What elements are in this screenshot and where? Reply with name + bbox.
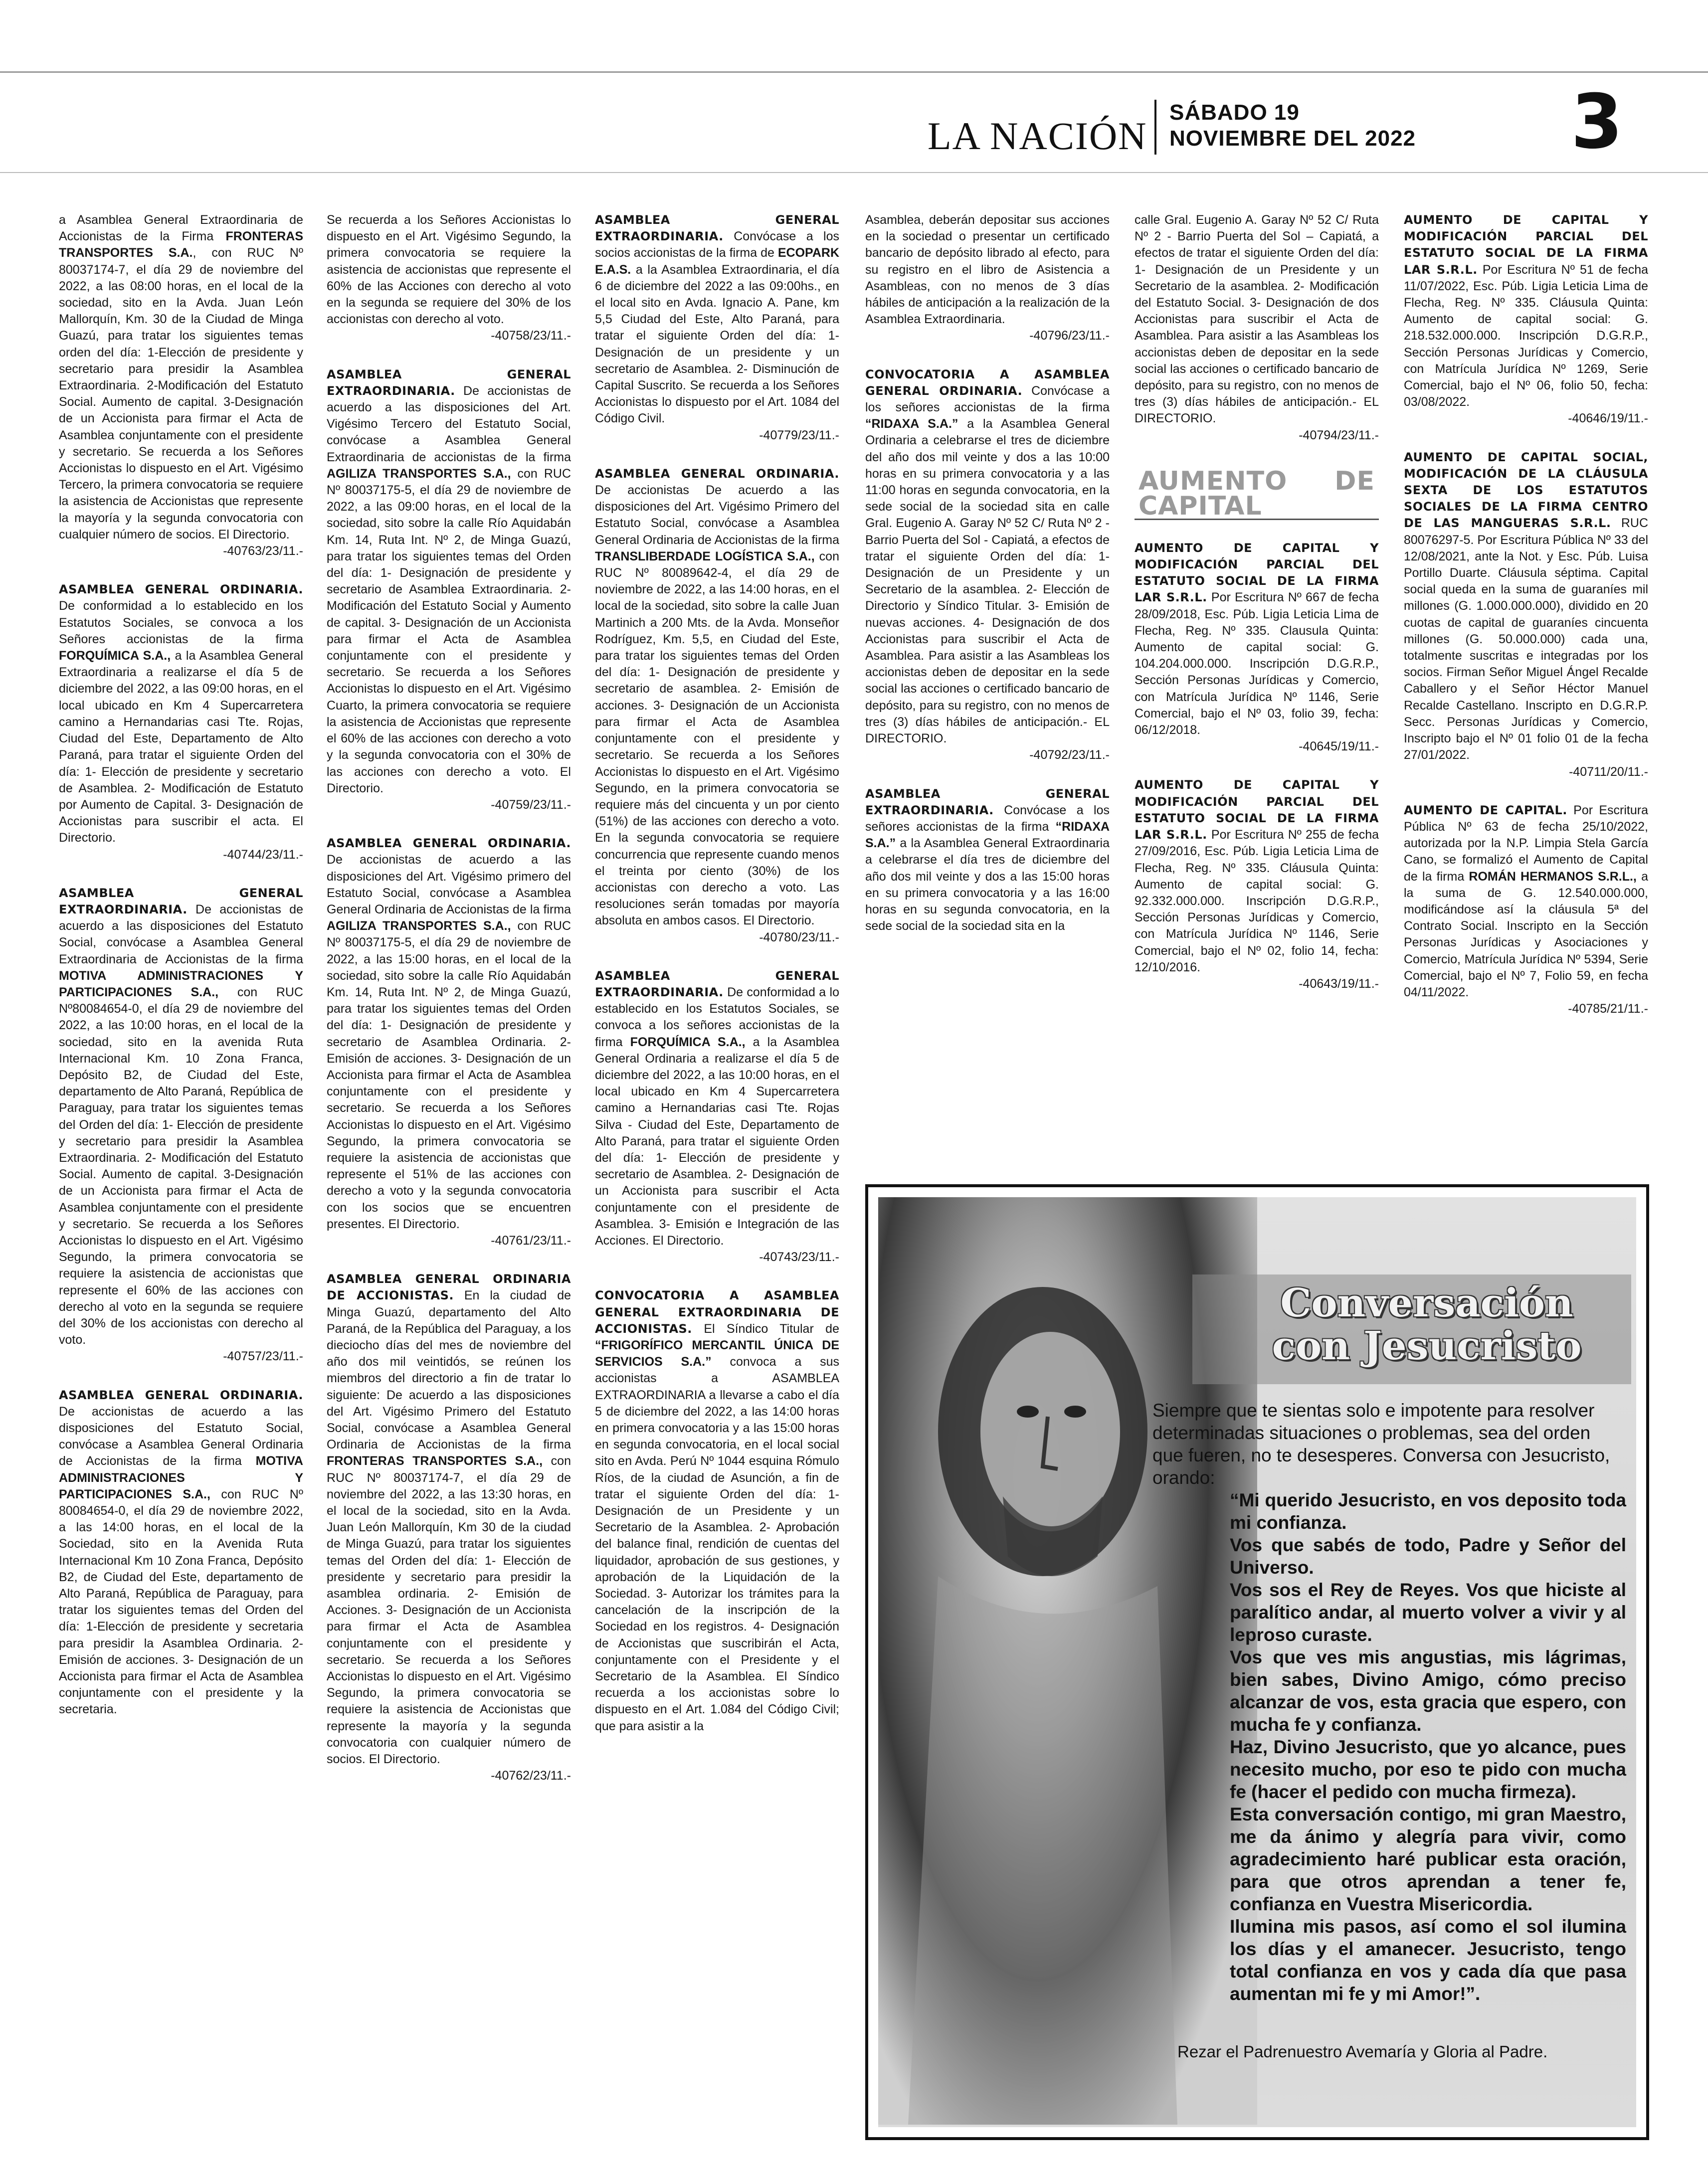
notice-text xyxy=(595,466,839,929)
notice-body-cont: con RUC Nº80084654-0, el día 29 de noviembre del 2022, a las 10:00 horas, en el local de la sociedad, sito en la avenida Ruta Internacional Km. 10 Zona Franca, Depósito B2, de Ciudad del Este, departamento de Alto Paraná, República de Paraguay, para tratar los siguientes temas del Orden del día: 1- Elección de presidente y secretario para presidir la Asamblea Extraordinaria. 2- Modificación del Estatuto Social. Aumento de capital. 3-Designación de un Accionista para firmar el Acta de Asamblea conjuntamente con el presidente y secretario. Se recuerda a los Señores Accionistas lo dispuesto en el Art. Vigésimo Segundo, la primera convocatoria se requiere la asistencia de accionistas que represente el 60% de las acciones con derecho al voto en la segunda se requiere del 30% de los accionistas con derecho al voto. xyxy=(59,985,303,1347)
prayer-paragraph: Vos que sabés de todo, Padre y Señor del Universo. xyxy=(1230,1535,1626,1578)
notice-heading: ASAMBLEA GENERAL EXTRAORDINARIA. xyxy=(327,367,571,398)
date-line-2: NOVIEMBRE DEL 2022 xyxy=(1169,126,1416,151)
ad-background xyxy=(878,1197,1636,2127)
legal-notice xyxy=(59,212,303,559)
notice-reference-code: -40794/23/11.- xyxy=(1299,428,1379,442)
notice-text xyxy=(1135,540,1379,738)
notice-heading: ASAMBLEA GENERAL ORDINARIA. xyxy=(59,1388,303,1402)
notice-text xyxy=(865,786,1110,935)
legal-notice xyxy=(1404,802,1648,1018)
legal-notice xyxy=(1404,212,1648,427)
notice-body-cont: a la Asamblea General Extraordinaria a realizarse el día 5 de diciembre del 2022, a las 09:00 horas, en el local ubicado en Km 4 Supercarretera camino a Hernandarias casi Tte. Rojas, Ciudad del Este, Departamento de Alto Paraná, para tratar el siguiente Orden del día: 1- Elección de presidente y secretario de Asamblea. 2- Modificación de Estatuto por Aumento de Capital. 3- Designación de Accionistas para suscribir el acta. El Directorio. xyxy=(59,649,303,845)
notice-text xyxy=(1404,449,1648,764)
prayer-paragraph: Esta conversación contigo, mi gran Maestro, me da ánimo y alegría para vivir, como agradecimiento haré publicar esta oración, para que otros aprendan a tener fe, confianza en Vuestra Misericordia. xyxy=(1230,1804,1626,1914)
notice-body-cont: con RUC Nº 80089642-4, el día 29 de noviembre de 2022, a las 14:00 horas, en el local de la sociedad, sito sobre la calle Juan Martinich a 200 Mts. de la Avda. Monseñor Rodríguez, Km. 5,5, en Ciudad del Este, para tratar los siguientes temas del Orden del día: 1- Designación de presidente y secretario de asamblea. 2- Emisión de acciones. 3- Designación de un Accionista para firmar el Acta de Asamblea conjuntamente con el presidente y secretario. Se recuerda a los Señores Accionistas lo dispuesto en el Art. Vigésimo Segundo, en la primera convocatoria se requiere más del cincuenta y un por ciento (51%) de las acciones con derecho a voto. En la segunda convocatoria se requiere concurrencia que represente cuando menos el treinta por ciento (30%) de los accionistas con derecho a voto. Las resoluciones serán tomadas por mayoría absoluta en ambos casos. El Directorio. xyxy=(595,549,839,928)
notice-heading: AUMENTO DE CAPITAL Y MODIFICACIÓN PARCIAL DEL ESTATUTO SOCIAL DE LA FIRMA LAR S.R.L. xyxy=(1135,778,1379,842)
notice-body: De conformidad a lo establecido en los Estatutos Sociales, se convoca a los señores accionistas de la firma xyxy=(595,985,839,1049)
notice-firm: “FRIGORÍFICO MERCANTIL ÚNICA DE SERVICIOS S.A.” xyxy=(595,1338,839,1369)
notice-firm: FRONTERAS TRANSPORTES S.A., xyxy=(327,1454,543,1468)
notice-text xyxy=(865,212,1110,328)
notice-firm: FORQUÍMICA S.A., xyxy=(59,649,171,663)
legal-notice xyxy=(1404,449,1648,780)
notice-body: En la ciudad de Minga Guazú, departamento del Alto Paraná, de la República del Paraguay, a los dieciocho días del mes de noviembre del año dos mil veintidós, se reúnen los miembros del directorio a fin de tratar lo siguiente: De acuerdo a las disposiciones del Art. Vigésimo Primero del Estatuto Social, convócase a Asamblea General Ordinaria de Accionistas de la firma xyxy=(327,1288,571,1452)
column-5 xyxy=(1135,212,1379,1014)
ad-body xyxy=(1152,1399,1626,2005)
notice-firm: AGILIZA TRANSPORTES S.A., xyxy=(327,466,511,481)
notice-body-cont: a la suma de G. 12.540.000.000, modificándose así la cláusula 5ª del Contrato Social. Inscripto en la Sección Personas Jurídicas y Asociaciones y Comercio, Matrícula Jurídica Nº 5394, Serie Comercial, bajo el Nº 7, Folio 59, en fecha 04/11/2022. xyxy=(1404,869,1648,999)
notice-text xyxy=(327,1271,571,1768)
notice-body: a Asamblea General Extraordinaria de Accionistas de la Firma xyxy=(59,213,303,244)
notice-body: Asamblea, deberán depositar sus acciones en la sociedad o presentar un certificado bancario de depósito librado al efecto, para su registro en el libro de Asistencia a Asambleas, con no menos de 3 días hábiles de anticipación a la realización de la Asamblea Extraordinaria. xyxy=(865,213,1110,327)
notice-reference-code: -40780/23/11.- xyxy=(759,930,839,944)
legal-notice xyxy=(327,366,571,813)
notice-heading: ASAMBLEA GENERAL EXTRAORDINARIA. xyxy=(595,213,839,244)
notice-heading: CONVOCATORIA A ASAMBLEA GENERAL EXTRAORDINARIA DE ACCIONISTAS. xyxy=(595,1288,839,1336)
notice-body: De accionistas De acuerdo a las disposiciones del Art. Vigésimo Primero del Estatuto Social, convócase a Asamblea General Ordinaria de Accionistas de la firma xyxy=(595,483,839,547)
notice-text xyxy=(1404,212,1648,410)
notice-reference-code: -40759/23/11.- xyxy=(491,797,571,812)
masthead-rule xyxy=(0,172,1708,173)
notice-reference-code: -40643/19/11.- xyxy=(1299,976,1379,991)
notice-body-cont: a la Asamblea General Extraordinaria a celebrarse el día tres de diciembre del año dos mil veinte y dos a las 15:00 horas en su primera convocatoria y a las 16:00 horas en su segunda convocatoria, en la sede social de la sociedad sita en la xyxy=(865,836,1110,933)
notice-body: De accionistas de acuerdo a las disposiciones del Art. Vigésimo Tercero del Estatuto Social, convócase a Asamblea General Extraordinaria de accionistas de la firma xyxy=(327,383,571,464)
notice-heading: ASAMBLEA GENERAL EXTRAORDINARIA. xyxy=(595,968,839,999)
notice-body: De accionistas de acuerdo a las disposiciones del Estatuto Social, convócase a Asamblea General Extraordinaria de Accionistas de la firma xyxy=(59,902,303,966)
notice-text xyxy=(595,968,839,1249)
notice-body-cont: convoca a sus accionistas a ASAMBLEA EXTRAORDINARIA a llevarse a cabo el día 5 de diciembre del 2022, a las 14:00 horas en primera convocatoria y a las 15:00 horas en segunda convocatoria, en el local social sito en Avda. Perú Nº 1044 esquina Rómulo Ríos, de la ciudad de Asunción, a fin de tratar el siguiente Orden del día: 1- Designación de un Presidente y un Secretario de la Asamblea. 2- Aprobación del balance final, rendición de cuentas del liquidador, aprobación de sus gestiones, y aprobación de la Liquidación de la Sociedad. 3- Autorizar los trámites para la cancelación de la inscripción de la Sociedad en los registros. 4- Designación de Accionistas que suscribirán el Acta, conjuntamente con el Presidente y el Secretario de la Asamblea. El Síndico recuerda a los accionistas sobre lo dispuesto en el Art. 1.084 del Código Civil; que para asistir a la xyxy=(595,1355,840,1733)
notice-body: RUC 80076297-5. Por Escritura Pública Nº 33 del 12/08/2021, ante la Not. y Esc. Púb. Luisa Portillo Duarte. Cláusula séptima. Capital social queda en la suma de guaraníes mil millones (G. 1.000.000.000), dividido en 20 cuotas de capital de guaraníes cincuenta millones (G. 50.000.000) cada una, totalmente suscritas e integradas por los socios. Firman Señor Miguel Ángel Recalde Caballero y el Señor Héctor Manuel Recalde Castellano. Inscripto en D.G.R.P. Secc. Personas Jurídicas y Comercio, Inscripto bajo el Nº 01 folio 01 de la fecha 27/01/2022. xyxy=(1404,516,1649,762)
notice-heading: AUMENTO DE CAPITAL. xyxy=(1404,803,1567,817)
top-rule xyxy=(0,71,1708,73)
notice-reference-code: -40796/23/11.- xyxy=(1029,329,1110,343)
newspaper-logo: LA NACIÓN xyxy=(928,114,1147,158)
notice-reference-code: -40711/20/11.- xyxy=(1569,764,1648,779)
notice-body-cont: con RUC Nº 80037175-5, el día 29 de noviembre de 2022, a las 09:00 horas, en el local de la sociedad, sito sobre la calle Río Aquidabán Km. 14, Ruta Int. Nº 2, de Minga Guazú, para tratar los siguientes temas del Orden del día: 1- Designación de presidente y secretario de Asamblea Extraordinaria. 2- Modificación del Estatuto Social y Aumento de capital. 3- Designación de un Accionista para firmar el Acta de Asamblea conjuntamente con el presidente y secretario. Se recuerda a los Señores Accionistas lo dispuesto en el Art. Vigésimo Cuarto, la primera convocatoria se requiere la asistencia de Accionistas que represente el 60% de las acciones con derecho a voto y la segunda convocatoria con el 30% de las acciones con derecho a voto. El Directorio. xyxy=(327,466,571,795)
legal-notice xyxy=(59,581,303,863)
notice-text xyxy=(327,835,571,1233)
legal-notice xyxy=(1135,212,1379,444)
notice-body: De accionistas de acuerdo a las disposiciones del Art. Vigésimo primero del Estatuto Social, convócase a Asamblea General Ordinaria de Accionistas de la firma xyxy=(327,853,571,916)
notice-heading: AUMENTO DE CAPITAL Y MODIFICACIÓN PARCIAL DEL ESTATUTO SOCIAL DE LA FIRMA LAR S.R.L. xyxy=(1404,213,1648,277)
notice-heading: ASAMBLEA GENERAL EXTRAORDINARIA. xyxy=(59,886,303,916)
notice-heading: ASAMBLEA GENERAL EXTRAORDINARIA. xyxy=(865,786,1110,817)
prayer-paragraph: Vos que ves mis angustias, mis lágrimas, bien sabes, Divino Amigo, cómo preciso alcanzar de vos, esta gracia que espero, con mucha fe y confianza. xyxy=(1230,1647,1626,1735)
notice-text xyxy=(327,212,571,328)
notice-body: De accionistas de acuerdo a las disposiciones del Estatuto Social, convócase a Asamblea General Ordinaria de Accionistas de la firma xyxy=(59,1404,303,1468)
prayer-paragraph: Ilumina mis pasos, así como el sol ilumina los días y el amanecer. Jesucristo, tengo total confianza en vos y cada día que pasa aumentan mi fe y mi Amor!”. xyxy=(1230,1916,1626,2004)
notice-body-cont: a la Asamblea Extraordinaria, el día 6 de diciembre del 2022 a las 09:00hs., en el local sito en Avda. Ignacio A. Pane, km 5,5 Ciudad del Este, Alto Paraná, para tratar el siguiente Orden del día: 1- Designación de un presidente y un secretario de Asamblea. 2- Disminución de Capital Suscrito. Se recuerda a los Señores Accionistas lo dispuesto por el Art. 1084 del Código Civil. xyxy=(595,262,839,426)
legal-notice xyxy=(865,786,1110,935)
notice-reference-code: -40757/23/11.- xyxy=(223,1349,303,1364)
column-4 xyxy=(865,212,1110,956)
notice-body: Se recuerda a los Señores Accionistas lo dispuesto en el Art. Vigésimo Segundo, la primera convocatoria se requiere la asistencia de accionistas que represente el 60% de las Acciones con derecho al voto en la segunda se requiere del 30% de los accionistas con derecho al voto. xyxy=(327,213,571,327)
legal-notice xyxy=(59,885,303,1365)
notice-text xyxy=(865,366,1110,747)
notice-body: Convócase a los señores accionistas de la firma xyxy=(865,383,1110,415)
notice-heading: AUMENTO DE CAPITAL SOCIAL, MODIFICACIÓN DE LA CLÁUSULA SEXTA DE LOS ESTATUTOS SOCIALES DE LA FIRMA CENTRO DE LAS MANGUERAS S.R.L. xyxy=(1404,450,1648,531)
notice-text xyxy=(1135,212,1379,427)
notice-heading: ASAMBLEA GENERAL ORDINARIA. xyxy=(59,582,303,597)
notice-text xyxy=(59,1387,303,1718)
notice-reference-code: -40758/23/11.- xyxy=(491,329,571,343)
legal-notice xyxy=(1135,540,1379,755)
ad-prayer xyxy=(1230,1489,1626,2005)
notice-text xyxy=(595,1287,839,1734)
notice-body-cont: con RUC Nº 80084654-0, el día 29 de noviembre 2022, a las 14:00 horas, en el local de la Sociedad, sito en la Avenida Ruta Internacional Km 10 Zona Franca, Depósito B2, de Ciudad del Este, departamento de Alto Paraná, República de Paraguay, para tratar los siguientes temas del Orden del día: 1-Elección de presidente y secretaria para presidir la Asamblea Ordinaria. 2- Emisión de acciones. 3- Designación de un Accionista para firmar el Acta de Asamblea conjuntamente con el presidente y la secretaria. xyxy=(59,1487,303,1717)
legal-notice xyxy=(1135,777,1379,992)
notice-reference-code: -40779/23/11.- xyxy=(759,428,839,442)
notice-text xyxy=(59,581,303,846)
page-number: 3 xyxy=(1571,79,1623,166)
masthead-separator xyxy=(1154,100,1156,155)
date-line-1: SÁBADO 19 xyxy=(1169,100,1300,125)
notice-reference-code: -40744/23/11.- xyxy=(223,847,303,862)
legal-notice xyxy=(327,1271,571,1784)
notice-body: Por Escritura Nº 51 de fecha 11/07/2022, Esc. Púb. Ligia Leticia Lima de Flecha, Reg. Nº 335. Cláusula Quinta: Aumento de capital social: G. 218.532.000.000. Inscripción D.G.R.P., Sección Personas Jurídicas y Comercio, con Matrícula Jurídica Nº 1269, Serie Comercial, bajo el Nº 06, folio 50, fecha: 03/08/2022. xyxy=(1404,262,1649,409)
notice-heading: CONVOCATORIA A ASAMBLEA GENERAL ORDINARIA. xyxy=(865,367,1110,398)
notice-reference-code: -40792/23/11.- xyxy=(1029,748,1110,762)
notice-reference-code: -40645/19/11.- xyxy=(1299,739,1379,754)
prayer-advertisement xyxy=(865,1184,1649,2140)
legal-notice xyxy=(327,835,571,1249)
notice-body-cont: a la Asamblea General Ordinaria a celebrarse el tres de diciembre del año dos mil veinte y dos a las 10:00 horas en su primera convocatoria y a las 11:00 horas en segunda convocatoria, en la sede social de la sociedad sita en calle Gral. Eugenio A. Garay Nº 52 C/ Ruta Nº 2 - Barrio Puerta del Sol - Capiatá, a efectos de tratar el siguiente Orden del día: 1- Designación de un Presidente y un Secretario de la asamblea. 2- Elección de Directorio y Síndico Titular. 3- Emisión de nuevas acciones. 4- Designación de dos Accionistas para suscribir el Acta de Asamblea. Para asistir a las Asambleas los accionistas deben de depositar en la sede social las acciones o certificado bancario de depósito, para su registro, con no menos de tres (3) días hábiles de anticipación.- EL DIRECTORIO. xyxy=(865,417,1110,746)
notice-heading: ASAMBLEA GENERAL ORDINARIA. xyxy=(595,466,839,481)
legal-notice xyxy=(595,466,839,946)
notice-heading: ASAMBLEA GENERAL ORDINARIA. xyxy=(327,836,571,851)
notice-reference-code: -40743/23/11.- xyxy=(759,1250,839,1265)
column-6 xyxy=(1404,212,1648,1039)
notice-firm: “RIDAXA S.A.” xyxy=(865,819,1110,851)
notice-body-cont: , con RUC Nº 80037174-7, el día 29 de noviembre del 2022, a las 08:00 horas, en el local de la sociedad, sito en la Avda. Juan León Mallorquín, Km. 30 de la Ciudad de Minga Guazú, para tratar los siguientes temas orden del día: 1-Elección de presidente y secretario para presidir la Asamblea Extraordinaria. 2-Modificación del Estatuto Social. Aumento de capital. 3-Designación de un Accionista para firmar el Acta de Asamblea conjuntamente con el presidente y secretario. Se recuerda a los Señores Accionistas lo dispuesto en el Art. Vigésimo Tercero, la primera convocatoria se requiere la asistencia de Accionistas que represente la mayoría y la segunda convocatoria con cualquier número de socios. El Directorio. xyxy=(59,246,303,542)
notice-firm: AGILIZA TRANSPORTES S.A., xyxy=(327,919,511,933)
notice-body: Por Escritura Pública Nº 63 de fecha 25/10/2022, autorizada por la N.P. Limpia Stela García Cano, se formalizó el Aumento de Capital de la firma xyxy=(1404,803,1648,884)
legal-notice xyxy=(327,212,571,345)
column-3 xyxy=(595,212,839,1757)
notice-firm: ROMÁN HERMANOS S.R.L., xyxy=(1469,869,1637,884)
ad-title xyxy=(1227,1282,1626,1368)
ad-footer: Rezar el Padrenuestro Avemaría y Gloria al Padre. xyxy=(1177,2042,1548,2061)
prayer-paragraph: Haz, Divino Jesucristo, que yo alcance, pues necesito mucho, por eso te pido con mucha fe (hacer el pedido con mucha firmeza). xyxy=(1230,1737,1626,1802)
ad-title-line-2: con Jesucristo xyxy=(1272,1323,1582,1369)
notice-reference-code: -40762/23/11.- xyxy=(491,1769,571,1783)
notice-firm: MOTIVA ADMINISTRACIONES Y PARTICIPACIONES S.A., xyxy=(59,968,303,999)
notice-reference-code: -40785/21/11.- xyxy=(1568,1002,1648,1016)
notice-firm: FORQUÍMICA S.A., xyxy=(630,1035,746,1049)
column-2 xyxy=(327,212,571,1806)
notice-firm: TRANSLIBERDADE LOGÍSTICA S.A., xyxy=(595,549,815,563)
ad-intro: Siempre que te sientas solo e impotente para resolver determinadas situaciones o problemas, sea del orden que fueren, no te desesperes. Conversa con Jesucristo, orando: xyxy=(1152,1400,1610,1488)
notice-text xyxy=(1135,777,1379,975)
notice-heading: AUMENTO DE CAPITAL Y MODIFICACIÓN PARCIAL DEL ESTATUTO SOCIAL DE LA FIRMA LAR S.R.L. xyxy=(1135,541,1379,605)
notice-body: Convócase a los socios accionistas de la firma de xyxy=(595,229,839,260)
notice-body: Por Escritura Nº 667 de fecha 28/09/2018, Esc. Púb. Ligia Leticia Lima de Flecha, Reg. Nº 335. Clausula Quinta: Aumento de capital social: G. 104.204.000.000. Inscripción D.G.R.P., Sección Personas Jurídicas y Comercio, con Matrícula Jurídica Nº 1146, Serie Comercial, bajo el Nº 03, folio 39, fecha: 06/12/2018. xyxy=(1135,590,1379,737)
notice-heading: ASAMBLEA GENERAL ORDINARIA DE ACCIONISTAS. xyxy=(327,1272,571,1303)
notice-body: De conformidad a lo establecido en los Estatutos Sociales, se convoca a los Señores accionistas de la firma xyxy=(59,599,303,646)
column-1 xyxy=(59,212,303,1740)
notice-body: El Síndico Titular de xyxy=(692,1321,839,1336)
prayer-paragraph: “Mi querido Jesucristo, en vos deposito toda mi confianza. xyxy=(1230,1490,1626,1533)
prayer-paragraph: Vos sos el Rey de Reyes. Vos que hiciste al paralítico andar, al muerto volver a vivir y al leproso curaste. xyxy=(1230,1580,1626,1645)
legal-notice xyxy=(59,1387,303,1718)
notice-text xyxy=(59,885,303,1349)
notice-reference-code: -40761/23/11.- xyxy=(491,1233,571,1248)
legal-notice xyxy=(865,366,1110,764)
notice-body-cont: a la Asamblea General Ordinaria a realizarse el día 5 de diciembre del 2022, a las 10:00 horas, en el local ubicado en Km 4 Supercarretera camino a Hernandarias casi Tte. Rojas Silva - Ciudad del Este, Departamento de Alto Paraná, para tratar el siguiente Orden del día: 1- Elección de presidente y secretario de Asamblea. 2- Designación de un Accionista para suscribir el Acta conjuntamente con el presidente de Asamblea. 3- Emisión e Integración de las Acciones. El Directorio. xyxy=(595,1035,839,1248)
notice-reference-code: -40646/19/11.- xyxy=(1568,411,1648,426)
notice-firm: FRONTERAS TRANSPORTES S.A. xyxy=(59,229,303,260)
notice-text xyxy=(595,212,839,427)
legal-notice xyxy=(865,212,1110,345)
notice-text xyxy=(327,366,571,797)
legal-notice xyxy=(595,212,839,444)
ad-title-line-1: Conversación xyxy=(1280,1280,1573,1326)
notice-body-cont: con RUC Nº 80037174-7, el día 29 de noviembre del 2022, a las 13:30 horas, en el local de la sociedad, sito en la Avda. Juan León Mallorquín, Km 30 de la ciudad de Minga Guazú, para tratar los siguientes temas del Orden del día: 1- Elección de presidente y secretario para presidir la asamblea ordinaria. 2- Emisión de Acciones. 3- Designación de un Accionista para firmar el Acta de Asamblea conjuntamente con el presidente y secretario. Se recuerda a los Señores Accionistas lo dispuesto en el Art. Vigésimo Segundo, la primera convocatoria se requiere la asistencia de Accionistas que represente la mayoría y la segunda convocatoria con cualquier número de socios. El Directorio. xyxy=(327,1454,571,1767)
legal-notice xyxy=(595,968,839,1266)
notice-firm: ECOPARK E.A.S. xyxy=(595,246,840,277)
notice-body: Convócase a los señores accionistas de la firma xyxy=(865,803,1110,834)
notice-text xyxy=(1404,802,1648,1001)
notice-firm: MOTIVA ADMINISTRACIONES Y PARTICIPACIONES S.A., xyxy=(59,1454,303,1501)
section-heading: AUMENTO DE CAPITAL xyxy=(1135,466,1379,520)
notice-body: Por Escritura Nº 255 de fecha 27/09/2016, Esc. Púb. Ligia Leticia Lima de Flecha, Reg. Nº 335. Cláusula Quinta: Aumento de capital social: G. 92.332.000.000. Inscripción D.G.R.P., Sección Personas Jurídicas y Comercio, con Matrícula Jurídica Nº 1146, Serie Comercial, bajo el Nº 02, folio 14, fecha: 12/10/2016. xyxy=(1135,828,1379,974)
legal-notice xyxy=(595,1287,839,1734)
notice-body-cont: con RUC Nº 80037175-5, el día 29 de noviembre de 2022, a las 15:00 horas, en el local de la sociedad, sito sobre la calle Río Aquidabán Km. 14, Ruta Int. Nº 2, de Minga Guazú, para tratar los siguientes temas del Orden del día: 1- Designación de presidente y secretario de Asamblea Ordinaria. 2- Emisión de acciones. 3- Designación de un Accionista para firmar el Acta de Asamblea conjuntamente con el presidente y secretario. Se recuerda a los Señores Accionistas lo dispuesto en el Art. Vigésimo Segundo, la primera convocatoria se requiere la asistencia de accionistas que represente el 51% de las acciones con derecho a voto y la segunda convocatoria con los socios que se encuentren presentes. El Directorio. xyxy=(327,919,571,1231)
notice-text xyxy=(59,212,303,543)
masthead-date xyxy=(1169,100,1416,152)
notice-reference-code: -40763/23/11.- xyxy=(223,544,303,558)
notice-firm: “RIDAXA S.A.” xyxy=(865,417,958,431)
notice-body: calle Gral. Eugenio A. Garay Nº 52 C/ Ruta Nº 2 - Barrio Puerta del Sol – Capiatá, a efectos de tratar el siguiente Orden del día: 1- Designación de un Presidente y un Secretario de la asamblea. 2- Modificación del Estatuto Social. 3- Designación de dos Accionistas para suscribir el Acta de Asamblea. Para asistir a las Asambleas los accionistas deben de depositar en la sede social las acciones o certificado bancario de depósito, para su registro, con no menos de tres (3) días hábiles de anticipación.- EL DIRECTORIO. xyxy=(1135,213,1379,426)
